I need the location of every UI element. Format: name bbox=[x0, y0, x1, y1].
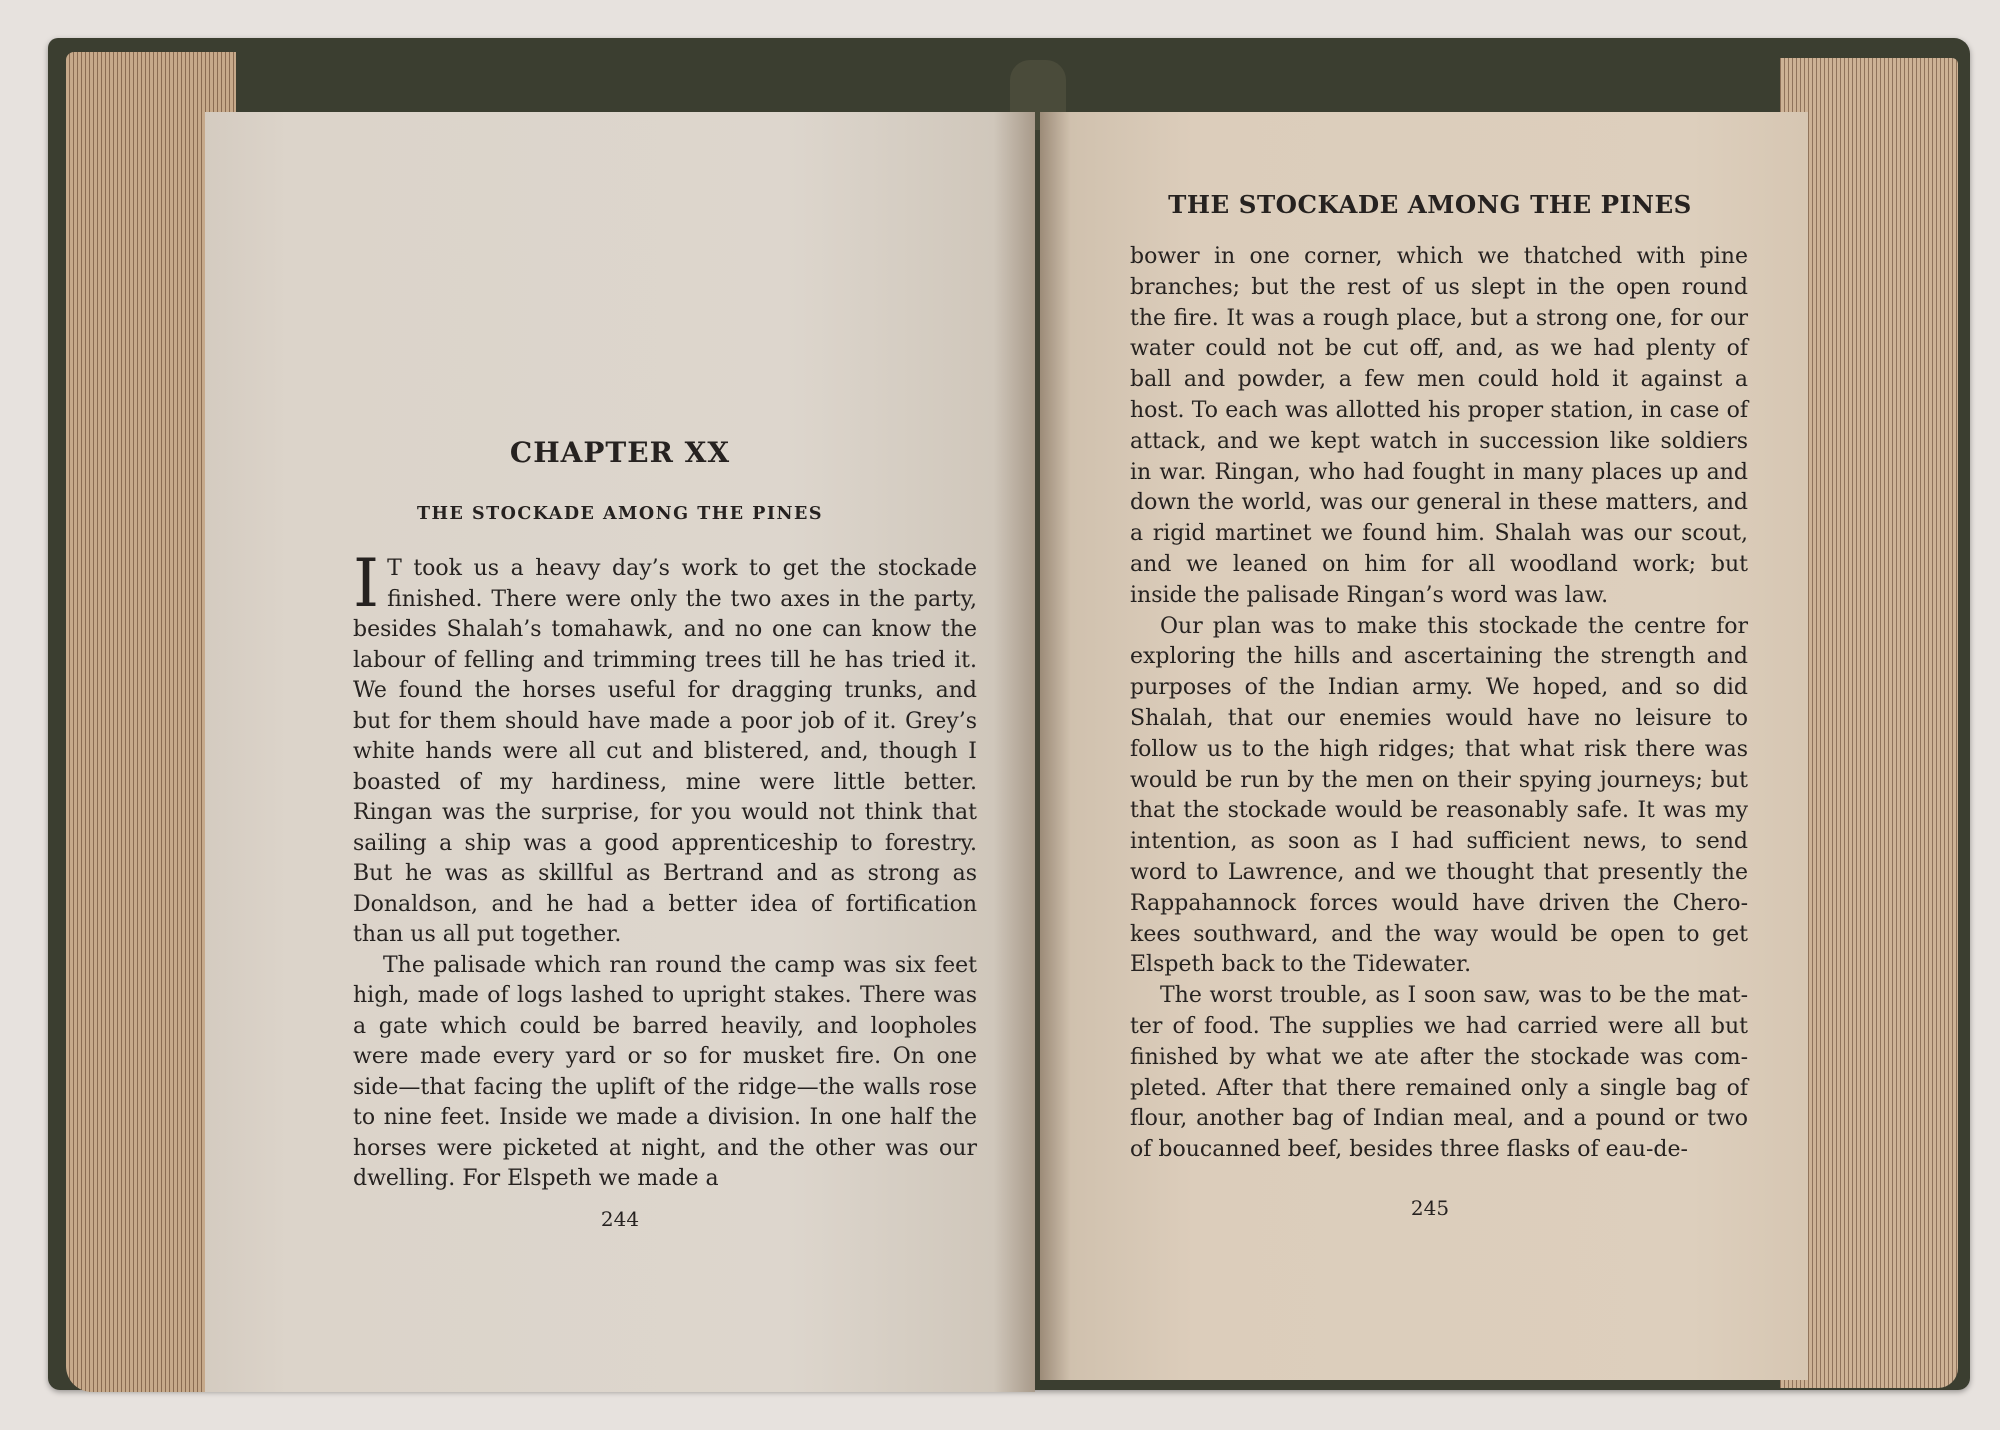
left-page-body bbox=[353, 545, 977, 1195]
right-page-body bbox=[1130, 242, 1748, 1166]
chapter-title: CHAPTER XX bbox=[509, 436, 731, 469]
paragraph bbox=[353, 545, 977, 951]
paragraph: The worst trouble, as I soon saw, was to be the matter of food. The supplies we had carried were all but finished by what we ate after the stockade was completed. After that there remained only a single bag of flour, another bag of Indian meal, and a pound or two of boucanned beef, besides three flasks of eau-de- bbox=[1130, 983, 1748, 1163]
chapter-subtitle: THE STOCKADE AMONG THE PINES bbox=[416, 504, 824, 524]
page-number: 245 bbox=[1410, 1196, 1450, 1220]
paragraph-text: T took us a heavy day’s work to get the stockade finished. There were only the two axes in the party, besides Shalah’s tomahawk, and no one can know the labour of felling and trimming trees till he has tried it. We found the horses useful for dragging trunks, and but for them should have made a poor job of it. Grey’s white hands were all cut and blistered, and, though I boasted of my hardiness, mine were little better. Ringan was the surprise, for you would not think that sailing a ship was a good apprenticeship to forestry. But he was as skillful as Bertrand and as strong as Donaldson, and he had a better idea of fortification than us all put together. bbox=[353, 556, 977, 947]
paragraph: bower in one corner, which we thatched with pine branches; but the rest of us slept in the open round the fire. It was a rough place, but a strong one, for our water could not be cut off, and, as we had plenty of ball and powder, a few men could hold it against a host. To each was allotted his proper station, in case of attack, and we kept watch in succession like soldiers in war. Ringan, who had fought in many places up and down the world, was our general in these matters, and a rigid martinet we found him. Shalah was our scout, and we leaned on him for all woodland work; but inside the palisade Ringan’s word was law. bbox=[1130, 244, 1748, 608]
page-number: 244 bbox=[600, 1207, 640, 1231]
right-page bbox=[1040, 112, 1808, 1380]
paragraph: The palisade which ran round the camp was six feet high, made of logs lashed to upright stakes. There was a gate which could be barred heavily, and loopholes were made every yard or so for musket fire. On one side—that facing the uplift of the ridge—the walls rose to nine feet. Inside we made a division. In one half the horses were picketed at night, and the other was our dwelling. For Elspeth we made a bbox=[353, 952, 977, 1191]
paragraph: Our plan was to make this stockade the centre for exploring the hills and ascertaining the strength and purposes of the Indian army. We hoped, and so did Shalah, that our enemies would have no leisure to follow us to the high ridges; that what risk there was would be run by the men on their spying journeys; but that the stockade would be reasonably safe. It was my intention, as soon as I had sufficient news, to send word to Lawrence, and we thought that presently the Rappahannock forces would have driven the Cherokees southward, and the way would be open to get Elspeth back to the Tidewater. bbox=[1130, 613, 1748, 978]
show-through-text bbox=[340, 212, 900, 243]
left-page bbox=[205, 112, 1035, 1392]
running-head: THE STOCKADE AMONG THE PINES bbox=[1168, 190, 1692, 219]
drop-cap: I bbox=[353, 545, 380, 622]
